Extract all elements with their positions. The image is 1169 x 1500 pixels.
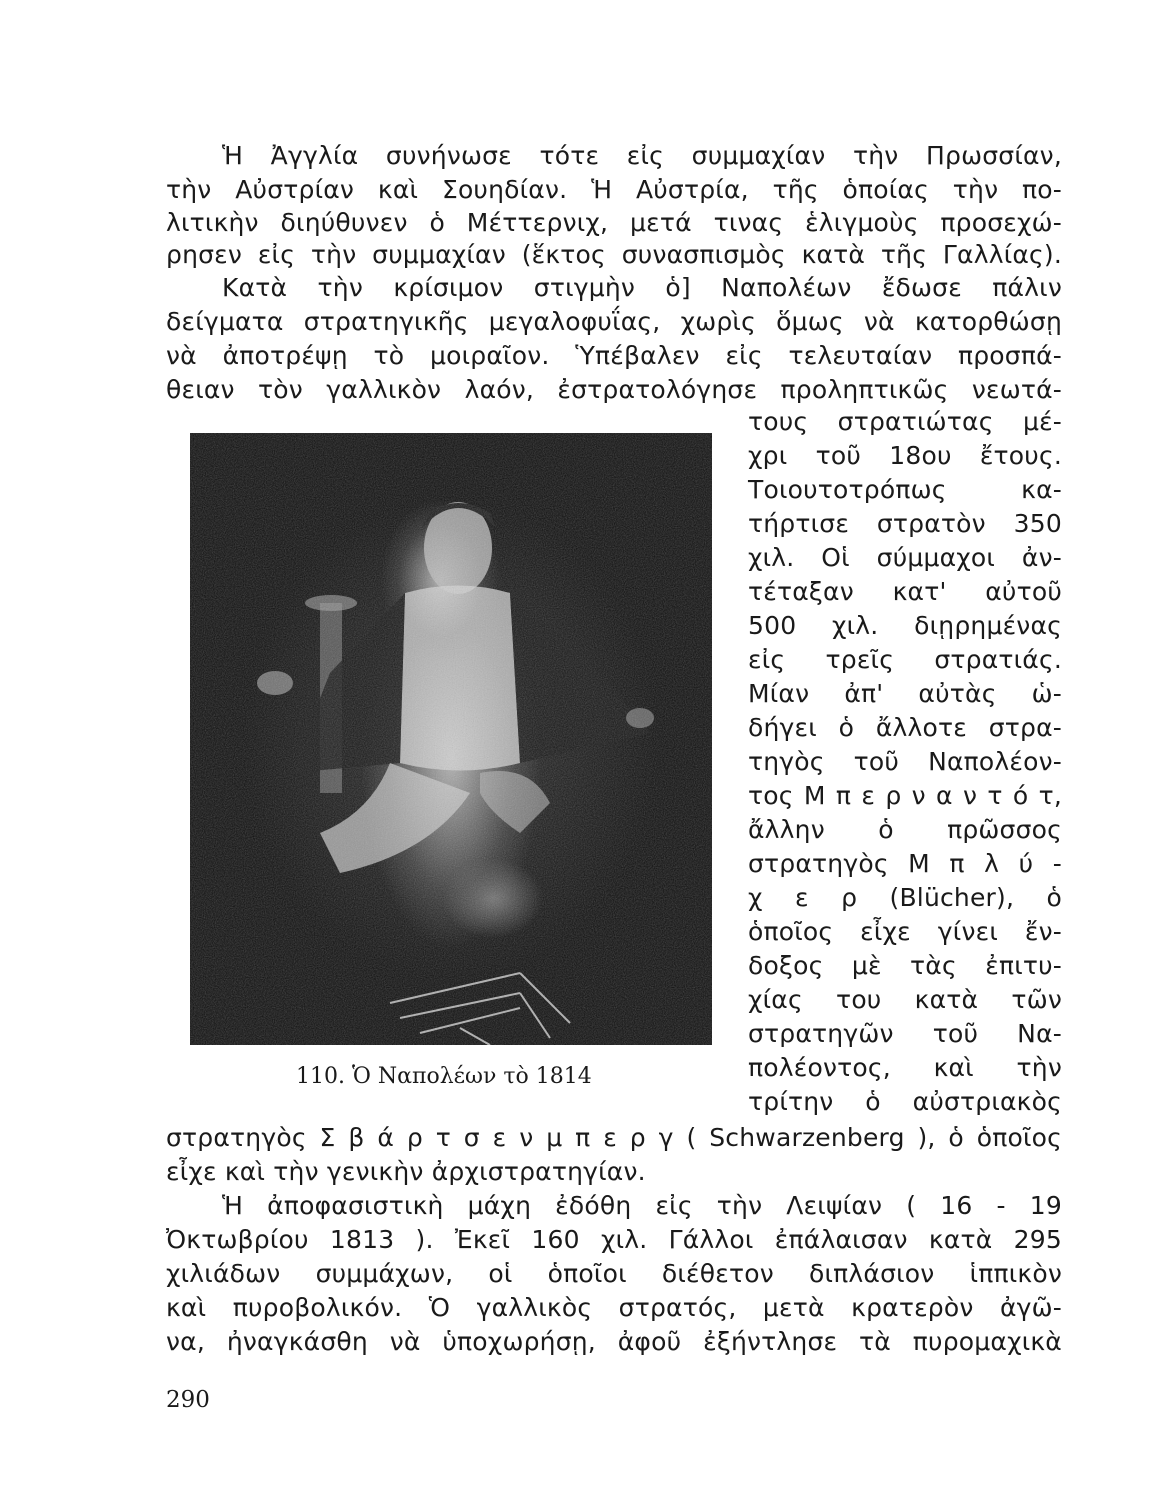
text-line: νὰ ἀποτρέψῃ τὸ μοιραῖον. Ὑπέβαλεν εἰς τελευταίαν προσπά- (166, 341, 1062, 370)
text-line: καὶ πυροβολικόν. Ὁ γαλλικὸς στρατός, μετὰ κρατερὸν ἀγῶ- (166, 1293, 1062, 1322)
text-line: στρατηγὸς Μ π λ ύ - (748, 849, 1062, 878)
text-line: Μίαν ἀπ' αὐτὰς ὡ- (748, 679, 1062, 708)
text-line: Ἡ ἀποφασιστικὴ μάχη ἐδόθη εἰς τὴν Λειψίαν ( 16 - 19 (222, 1191, 1062, 1220)
text-line: τέταξαν κατ' αὐτοῦ (748, 577, 1062, 606)
text-line: τος Μ π ε ρ ν α ν τ ό τ, (748, 781, 1062, 810)
napoleon-photo (190, 433, 712, 1045)
text-line: Ἡ Ἀγγλία συνήνωσε τότε εἰς συμμαχίαν τὴν Πρωσσίαν, (222, 141, 1062, 170)
text-line: Τοιουτοτρόπως κα- (748, 475, 1062, 504)
text-line: τηγὸς τοῦ Ναπολέον- (748, 747, 1062, 776)
text-line: εἶχε καὶ τὴν γενικὴν ἀρχιστρατηγίαν. (166, 1157, 646, 1186)
page-number: 290 (166, 1387, 210, 1413)
text-line: δήγει ὁ ἄλλοτε στρα- (748, 713, 1062, 742)
text-line: χιλ. Οἱ σύμμαχοι ἀν- (748, 543, 1062, 572)
photo-illustration (190, 433, 712, 1045)
text-line: πολέοντος, καὶ τὴν (748, 1053, 1062, 1082)
text-line: χ ε ρ (Blücher), ὁ (748, 883, 1062, 912)
text-line: δείγματα στρατηγικῆς μεγαλοφυΐας, χωρὶς ὅμως νὰ κατορθώσῃ (166, 307, 1062, 336)
text-line: τήρτισε στρατὸν 350 (748, 509, 1062, 538)
text-line: θειαν τὸν γαλλικὸν λαόν, ἐστρατολόγησε προληπτικῶς νεωτά- (166, 375, 1062, 404)
text-line: χρι τοῦ 18ου ἔτους. (748, 441, 1062, 470)
text-line: ρησεν εἰς τὴν συμμαχίαν (ἕκτος συνασπισμὸς κατὰ τῆς Γαλλίας). (166, 240, 1062, 269)
photo-grain (190, 433, 712, 1045)
text-line: στρατηγῶν τοῦ Να- (748, 1019, 1062, 1048)
text-line: 500 χιλ. διῃρημένας (748, 611, 1062, 640)
text-line: δοξος μὲ τὰς ἐπιτυ- (748, 951, 1062, 980)
text-line: χίας του κατὰ τῶν (748, 985, 1062, 1014)
text-line: τρίτην ὁ αὐστριακὸς (748, 1087, 1062, 1116)
text-line: τους στρατιώτας μέ- (748, 407, 1062, 436)
text-line: τὴν Αὐστρίαν καὶ Σουηδίαν. Ἡ Αὐστρία, τῆς ὁποίας τὴν πο- (166, 175, 1062, 204)
text-line: ὁποῖος εἶχε γίνει ἔν- (748, 917, 1062, 946)
text-line: χιλιάδων συμμάχων, οἱ ὁποῖοι διέθετον διπλάσιον ἱππικὸν (166, 1259, 1062, 1288)
text-line: Κατὰ τὴν κρίσιμον στιγμὴν ὁ] Ναπολέων ἔδωσε πάλιν (222, 273, 1062, 302)
text-line: λιτικὴν διηύθυνεν ὁ Μέττερνιχ, μετά τινας ἑλιγμοὺς προσεχώ- (166, 208, 1062, 237)
figure-caption: 110. Ὁ Ναπολέων τὸ 1814 (296, 1064, 592, 1089)
text-line: να, ἠναγκάσθη νὰ ὑποχωρήσῃ, ἀφοῦ ἐξήντλησε τὰ πυρομαχικὰ (166, 1327, 1062, 1356)
text-line: Ὀκτωβρίου 1813 ). Ἐκεῖ 160 χιλ. Γάλλοι ἐπάλαισαν κατὰ 295 (166, 1225, 1062, 1254)
text-line: εἰς τρεῖς στρατιάς. (748, 645, 1062, 674)
text-line: στρατηγὸς Σ β ά ρ τ σ ε ν μ π ε ρ γ ( Schwarzenberg ), ὁ ὁποῖος (166, 1123, 1062, 1152)
text-line: ἄλλην ὁ πρῶσσος (748, 815, 1062, 844)
